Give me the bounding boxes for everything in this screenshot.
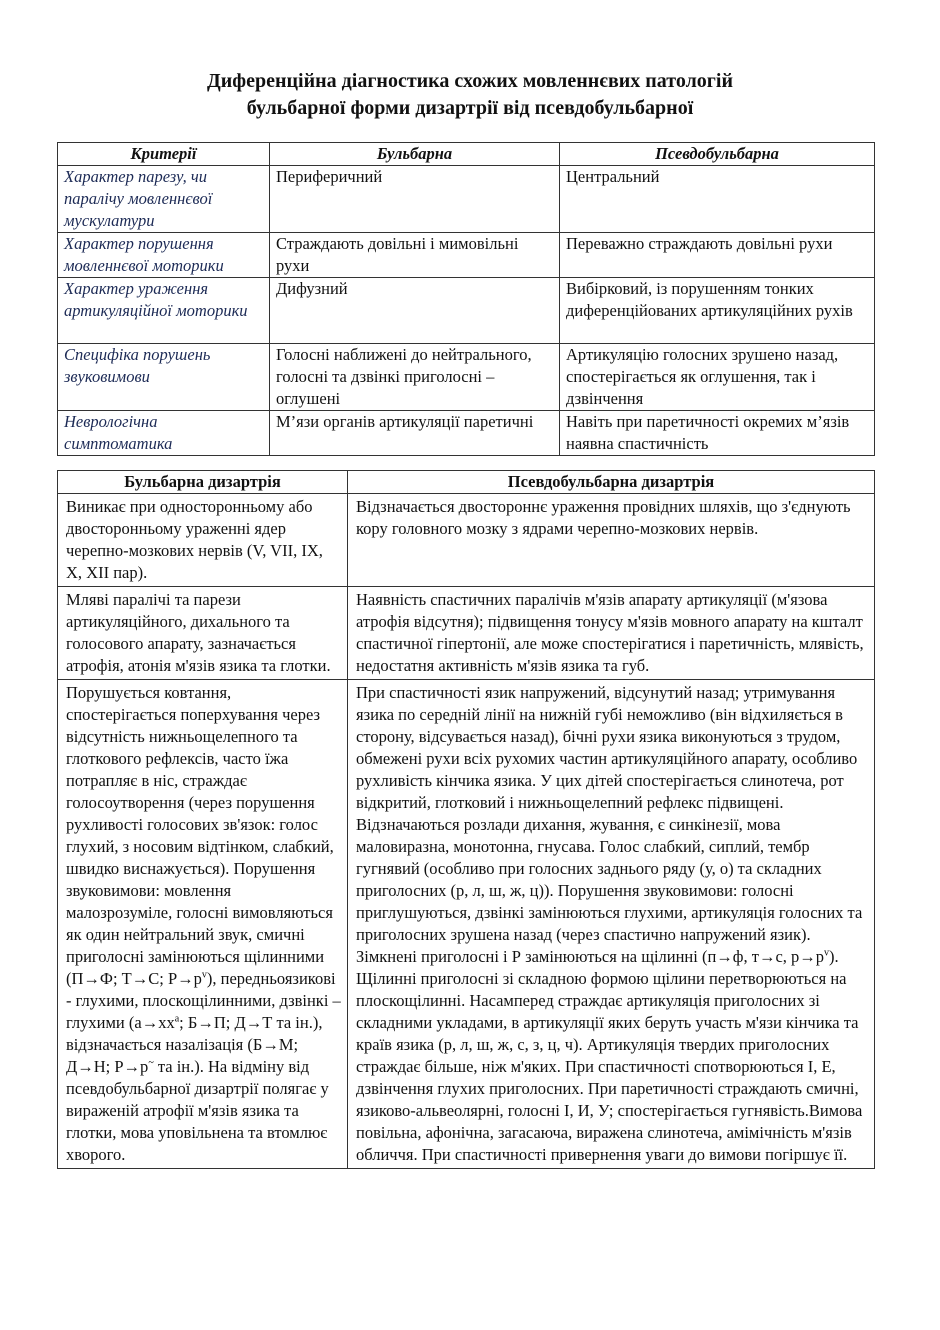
pseudobulbar-cell: Артикуляцію голосних зрушено назад, спостерігається як оглушення, так і дзвінчення xyxy=(560,344,875,411)
header-bulbar-dysarthria: Бульбарна дизартрія xyxy=(58,471,348,494)
criterion-cell: Характер ураження артикуляційної моторики xyxy=(58,278,270,344)
document-title xyxy=(0,68,940,122)
text-segment: ). Щілинні приголосні зі складною формою щілини перетворюються на плоскощілинні. Насамперед страждає артикуляція приголосних зі складними укладами, в артикуляції яких беруть участь м'язи кінчика та країв язика (р, л, ш, ж, с, з, ц, ч). Артикуляція твердих приголосних страждає більше, ніж м'яких. При спастичності спотворюються І, Е, дзвінчення глухих приголосних. При паретичності страждають смичні, язиково-альвеолярні, голосні І, И, У; спостерігається гугнявість.Вимова повільна, афонічна, загасаюча, виражена слинотеча, амімічність м'язів обличчя. При спастичності привернення уваги до вимови погіршує її. xyxy=(356,947,863,1164)
table-row xyxy=(58,411,875,456)
table-row xyxy=(58,344,875,411)
title-line-2: бульбарної форми дизартрії від псевдобульбарної xyxy=(246,97,694,119)
dysarthria-description-table xyxy=(57,470,875,1169)
title-line-1: Диференційна діагностика схожих мовленнєвих патологій xyxy=(207,70,733,92)
pseudobulbar-cell: Вибірковий, із порушенням тонких диференційованих артикуляційних рухів xyxy=(560,278,875,344)
criterion-cell: Неврологічна симптоматика xyxy=(58,411,270,456)
table-row xyxy=(58,680,875,1169)
criterion-cell: Характер парезу, чи паралічу мовленнєвої мускулатури xyxy=(58,166,270,233)
criterion-cell: Специфіка порушень звуковимови xyxy=(58,344,270,411)
table-row xyxy=(58,494,875,587)
bulbar-description xyxy=(58,680,348,1169)
header-pseudobulbar-dysarthria: Псевдобульбарна дизартрія xyxy=(348,471,875,494)
comparison-criteria-table xyxy=(57,142,875,456)
header-pseudobulbar: Псевдобульбарна xyxy=(560,143,875,166)
text-segment: ), передньоязикові - глухими, плоскощілинними, дзвінкі – глухими (а→хх xyxy=(66,969,341,1032)
bulbar-cell: М’язи органів артикуляції паретичні xyxy=(270,411,560,456)
bulbar-description: Мляві паралічі та парези артикуляційного, дихального та голосового апарату, зазначається атрофія, атонія м'язів язика та глотки. xyxy=(58,587,348,680)
header-bulbar: Бульбарна xyxy=(270,143,560,166)
pseudobulbar-description: Відзначається двостороннє ураження провідних шляхів, що з'єднують кору головного мозку з ядрами черепно-мозкових нервів. xyxy=(348,494,875,587)
superscript: а xyxy=(174,1013,180,1025)
bulbar-cell: Страждають довільні і мимовільні рухи xyxy=(270,233,560,278)
table-row xyxy=(58,166,875,233)
table-header-row xyxy=(58,143,875,166)
table-row xyxy=(58,233,875,278)
bulbar-cell: Дифузний xyxy=(270,278,560,344)
text-segment: та ін.). На відміну від псевдобульбарної дизартрії полягає у вираженій атрофії м'язів язика та глотки, мова уповільнена та втомлює хворого. xyxy=(66,1057,329,1164)
bulbar-cell: Периферичний xyxy=(270,166,560,233)
bulbar-description: Виникає при односторонньому або двосторонньому ураженні ядер черепно-мозкових нервів (V, VII, IX, X, XII пар). xyxy=(58,494,348,587)
table-row xyxy=(58,278,875,344)
pseudobulbar-cell: Навіть при паретичності окремих м’язів наявна спастичність xyxy=(560,411,875,456)
text-segment: При спастичності язик напружений, відсунутий назад; утримування язика по середній лінії на нижній губі неможливо (він відхиляється в сторону, відсувається назад), бічні рухи язика виконуються з трудом, обмежені рухи всіх рухомих частин артикуляційного апарату, особливо рухливість кінчика язика. У цих дітей спостерігається слинотеча, рот відкритий, глотковий і нижньощелепний рефлекс підвищені. Відзначаються розлади дихання, жування, є синкінезії, мова маловиразна, монотонна, гнусава. Голос слабкий, сиплий, тембр гугнявий (особливо при голосних заднього ряду (у, о) та складних приголосних (р, л, ш, ж, ц)). Порушення звуковимови: голосні приглушуються, дзвінкі замінюються глухими, артикуляція голосних та приголосних зрушена назад (через спастично напружений язик). Зімкнені приголосні і Р замінюються на щілинні (п→ф, т→с, р→р xyxy=(356,683,863,966)
text-segment: ; Б→П; Д→Т та ін.), відзначається назалізація (Б→М; Д→Н; Р→р xyxy=(66,1013,323,1076)
text-segment: Порушується ковтання, спостерігається поперхування через відсутність нижньощелепного та глоткового рефлексів, часто їжа потрапляє в ніс, страждає голосоутворення (через порушення рухливості голосових зв'язок: голос глухий, з носовим відтінком, слабкий, швидко виснажується). Порушення звуковимови: мовлення малозрозуміле, голосні вимовляються як один нейтральний звук, смичні приголосні замінюються щілинними (П→Ф; Т→С; Р→р xyxy=(66,683,334,988)
superscript: v xyxy=(824,947,830,959)
header-criteria: Критерії xyxy=(58,143,270,166)
table-header-row xyxy=(58,471,875,494)
superscript: ~ xyxy=(148,1057,154,1069)
bulbar-cell: Голосні наближені до нейтрального, голосні та дзвінкі приголосні – оглушені xyxy=(270,344,560,411)
criterion-cell: Характер порушення мовленнєвої моторики xyxy=(58,233,270,278)
pseudobulbar-cell: Переважно страждають довільні рухи xyxy=(560,233,875,278)
pseudobulbar-cell: Центральний xyxy=(560,166,875,233)
table-row xyxy=(58,587,875,680)
pseudobulbar-description xyxy=(348,680,875,1169)
superscript: v xyxy=(201,969,207,981)
pseudobulbar-description: Наявність спастичних паралічів м'язів апарату артикуляції (м'язова атрофія відсутня); підвищення тонусу м'язів мовного апарату на кшталт спастичної гіпертонії, але може спостерігатися і паретичність, млявість, недостатня активність м'язів язика та губ. xyxy=(348,587,875,680)
